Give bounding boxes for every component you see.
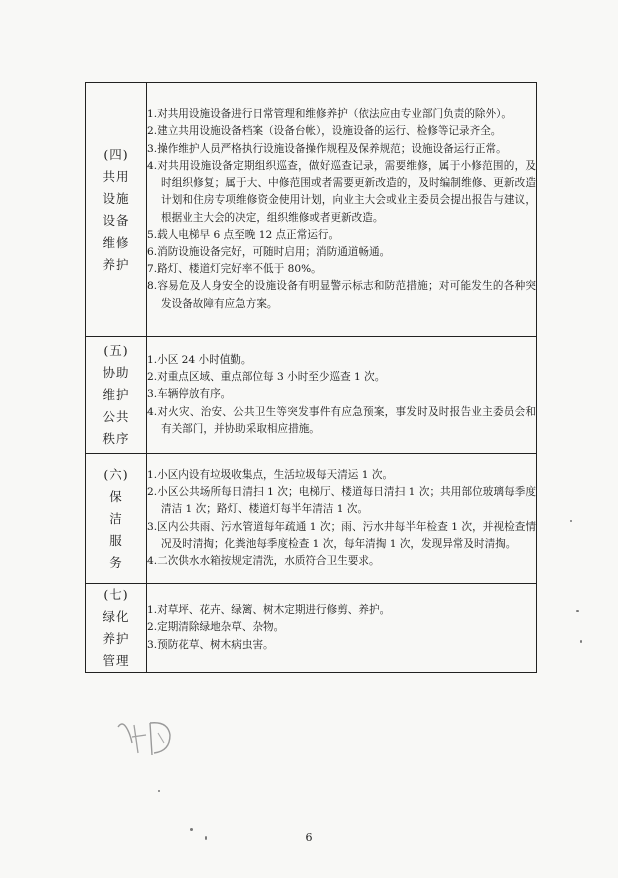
category-label: 保 <box>109 488 123 504</box>
category-cell <box>86 454 147 584</box>
items-cell <box>147 454 537 584</box>
category-label: 设备 <box>102 212 130 228</box>
table-row <box>86 337 537 454</box>
scan-speck <box>158 790 160 792</box>
list-item: 4.对共用设施设备定期组织巡查，做好巡查记录，需要维修，属于小修范围的，及时组织修复；属于大、中修范围或者需要更新改造的，及时编制维修、更新改造计划和住房专项维修资金使用计划，向业主大会或业主委员会提出报告与建议，根据业主大会的决定，组织维修或者更新改造。 <box>147 159 536 224</box>
category-cell <box>86 337 147 454</box>
list-item: 2.小区公共场所每日清扫 1 次；电梯厅、楼道每日清扫 1 次；共用部位玻璃每季度清洁 1 次；路灯、楼道灯每半年清洁 1 次。 <box>147 486 536 516</box>
table-row <box>86 83 537 337</box>
category-label: 绿化 <box>102 609 130 624</box>
items-cell <box>147 584 537 673</box>
category-label: 协助 <box>102 365 130 380</box>
list-item: 1.小区 24 小时值勤。 <box>147 353 252 366</box>
category-label: 维护 <box>102 387 130 402</box>
category-label: (五) <box>103 343 129 358</box>
category-label: 养护 <box>102 631 130 646</box>
scan-speck <box>580 640 582 643</box>
list-item: 3.预防花草、树木病虫害。 <box>147 638 274 651</box>
category-label: (六) <box>103 466 129 482</box>
list-item: 3.操作维护人员严格执行设施设备操作规程及保养规范；设施设备运行正常。 <box>147 142 507 155</box>
list-item: 2.定期清除绿地杂草、杂物。 <box>147 621 285 634</box>
category-label: (四) <box>103 146 129 162</box>
list-item: 4.二次供水水箱按规定清洗，水质符合卫生要求。 <box>147 554 380 567</box>
list-item: 5.载人电梯早 6 点至晚 12 点正常运行。 <box>147 228 340 241</box>
list-item: 7.路灯、楼道灯完好率不低于 80%。 <box>147 263 322 276</box>
category-label: 洁 <box>109 510 123 526</box>
list-item: 2.对重点区域、重点部位每 3 小时至少巡查 1 次。 <box>147 371 386 384</box>
scan-speck <box>576 610 579 612</box>
category-label: 设施 <box>102 190 130 206</box>
service-standards-table <box>85 82 537 673</box>
list-item: 3.车辆停放有序。 <box>147 388 232 401</box>
category-label: 秩序 <box>102 431 130 446</box>
category-label: 管理 <box>102 653 130 668</box>
list-item: 8.容易危及人身安全的设施设备有明显警示标志和防范措施；对可能发生的各种突发设备故障有应急方案。 <box>147 280 536 310</box>
list-item: 4.对火灾、治安、公共卫生等突发事件有应急预案，事发时及时报告业主委员会和有关部门，并协助采取相应措施。 <box>147 405 536 435</box>
category-label: 公共 <box>102 409 130 424</box>
list-item: 3.区内公共雨、污水管道每年疏通 1 次；雨、污水井每半年检查 1 次，并视检查情况及时清掏；化粪池每季度检查 1 次，每年清掏 1 次，发现异常及时清掏。 <box>147 520 536 550</box>
items-cell <box>147 337 537 454</box>
category-label: 服 <box>109 532 123 548</box>
scan-speck <box>570 520 572 522</box>
table-row <box>86 454 537 584</box>
table-row <box>86 584 537 673</box>
category-label: 务 <box>109 554 123 570</box>
category-label: 养护 <box>102 256 130 272</box>
list-item: 2.建立共用设施设备档案（设备台帐），设施设备的运行、检修等记录齐全。 <box>147 125 502 138</box>
category-cell <box>86 584 147 673</box>
list-item: 1.小区内设有垃圾收集点，生活垃圾每天清运 1 次。 <box>147 468 394 481</box>
category-label: 维修 <box>102 234 130 250</box>
list-item: 1.对草坪、花卉、绿篱、树木定期进行修剪、养护。 <box>147 604 391 617</box>
items-cell <box>147 83 537 337</box>
category-label: (七) <box>103 587 129 602</box>
page-number: 6 <box>305 831 313 844</box>
handwritten-mark <box>112 713 182 761</box>
list-item: 1.对共用设施设备进行日常管理和维修养护（依法应由专业部门负责的除外）。 <box>147 108 512 121</box>
category-cell <box>86 83 147 337</box>
list-item: 6.消防设施设备完好，可随时启用；消防通道畅通。 <box>147 245 391 258</box>
category-label: 共用 <box>102 168 130 184</box>
